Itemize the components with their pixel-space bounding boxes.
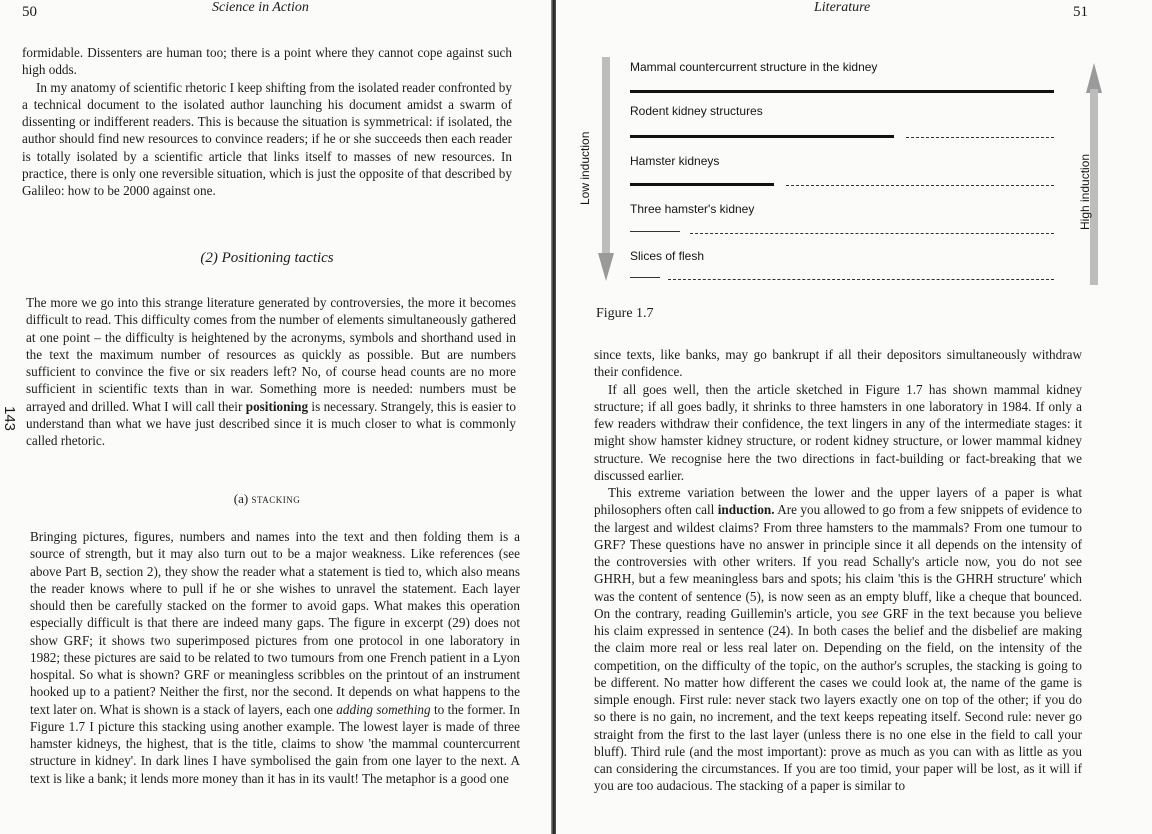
layer-base-line	[630, 231, 680, 232]
subheading-text: stacking	[251, 491, 301, 506]
left-body-positioning	[26, 294, 516, 449]
layer-label: Hamster kidneys	[630, 154, 720, 168]
layer-gap-line	[906, 137, 1054, 138]
left-body-top	[22, 44, 512, 199]
layer-gap-line	[690, 233, 1054, 234]
layer-label: Three hamster's kidney	[630, 202, 755, 216]
text-run: This extreme variation between the lower and the upper layers of a paper is what philosophers often call	[594, 485, 1082, 518]
margin-page-number: 143	[1, 406, 18, 432]
layer-gain-line	[630, 183, 774, 186]
left-page	[0, 0, 552, 834]
left-body-section	[22, 250, 512, 267]
text-run: is necessary. Strangely, this is easier to understand than what we have just described since it is much closer to what is commonly called rhetoric.	[26, 398, 516, 448]
paragraph: If all goes well, then the article sketched in Figure 1.7 has shown mammal kidney structure; if all goes badly, it shrinks to three hamsters in one laboratory in 1984. If only a few readers withdraw their confidence, the text lingers in any of the intermediate stages: it might show hamster kidney structure, or rodent kidney structure, or lower mammal kidney structure. We recognise here the two directions in fact-building or fact-breaking that we discussed earlier.	[594, 381, 1082, 483]
layer-gap-line	[668, 279, 1054, 280]
bold-term: positioning	[245, 398, 309, 414]
paragraph: formidable. Dissenters are human too; there is a point where they cannot cope against such high odds.	[22, 45, 512, 78]
paragraph	[594, 484, 1082, 795]
page-number-right: 51	[1073, 4, 1088, 20]
right-page	[556, 0, 1152, 834]
text-run: Bringing pictures, figures, numbers and names into the text and then folding them is a source of strength, but it may also turn out to be a major weakness. Like references (see above Part B, section 2), they show the reader what a statement is tied to, which also means the reader knows where to pull if he or she wishes to unravel the statement. Each layer should then be carefully stacked on the former to avoid gaps. What makes this operation especially difficult is that there are indeed many gaps. The figure in excerpt (29) does not show GRF; it shows two superimposed pictures from one protocol in one laboratory in 1982; these pictures are said to be related to two tumours from one French patient in a Lyon hospital. So what is shown? GRF or meaningless scribbles on the printout of an instrument hooked up to a patient? Neither the first, nor the second. It depends on what happens to the text later on. What is shown is a stack of layers, each one	[30, 529, 520, 717]
paragraph	[30, 528, 520, 787]
text-run: GRF in the text because you believe his claim expressed in sentence (24). In both cases the belief and the disbelief are making the claim more real or less real later on. Depending on the field, on the intensity of the competition, on the difficulty of the topic, on the author's scruples, the stacking is going to be different. No matter how different the cases we could look at, the name of the game is simple enough. First rule: never stack two layers exactly one on top of the other; if you do so there is no gain, no increment, and the text keeps repeating itself. Second rule: never go straight from the first to the last layer (unless there is no one else in the field to call your bluff). Third rule (and the most important): prove as much as you can with as little as you can considering the circumstances. If you are too timid, your paper will be lost, as it will if you are too audacious. The stacking of a paper is similar to	[594, 605, 1083, 794]
text-run: The more we go into this strange literature generated by controversies, the more it becomes difficult to read. This difficulty comes from the number of elements simultaneously gathered at one point – the difficulty is heightened by the acronyms, symbols and shorthand used in the text the maximum number of resources as quickly as possible. But are numbers sufficient to convince the five or six readers left? No, of course head counts are no more sufficient in scientific texts than in war. Something more is needed: numbers must be arrayed and drilled. What I will call their	[26, 295, 516, 414]
layer-label: Mammal countercurrent structure in the kidney	[630, 60, 878, 74]
section-heading: (2) Positioning tactics	[200, 250, 334, 266]
figure-1-7	[578, 55, 1106, 290]
right-body	[594, 346, 1082, 795]
layer-label: Rodent kidney structures	[630, 104, 763, 118]
text-run: Are you allowed to go from a few snippets of evidence to the largest and wildest claims? From three hamsters to the mammals? From one tumour to GRF? These questions have no answer in principle since it all depends on the intensity of the controversies with other writers. If you read Schally's article now, you do not see GHRH, but a few meaningless bars and spots; his claim 'this is the GHRH structure' which was the content of sentence (5), is now seen as an empty bluff, like a cheque that bounced. On the contrary, reading Guillemin's article, you	[594, 502, 1083, 621]
layer-gain-line	[630, 135, 894, 138]
bold-term: induction.	[717, 502, 775, 518]
running-head-right: Literature	[814, 0, 871, 15]
running-head-left: Science in Action	[212, 0, 309, 15]
subheading-number: (a)	[233, 491, 249, 506]
low-induction-arrow-icon	[598, 57, 614, 283]
layer-base-line	[630, 277, 660, 278]
paragraph: In my anatomy of scientific rhetoric I keep shifting from the isolated reader confronted by a technical document to the isolated author launching his document amidst a swarm of dissenting or indifferent readers. This is because the situation is symmetrical: if isolated, the author should find new resources to convince readers; if he or she succeeds then each reader is totally isolated by a scientific article that links itself to masses of new resources. In practice, there is only one reversible situation, which is just the opposite of that described by Galileo: how to be 2000 against one.	[22, 79, 512, 198]
italic-term: see	[861, 605, 879, 621]
text-run: to the former. In Figure 1.7 I picture this stacking using another example. The lowest layer is made of three hamster kidneys, the highest, that is the title, claims to show 'the mammal countercurrent structure in kidney'. In dark lines I have symbolised the gain from one layer to the next. A text is like a bank; it lends more money than it has in its vault! The metaphor is a good one	[30, 701, 521, 786]
layer-label: Slices of flesh	[630, 249, 705, 263]
left-subheading	[22, 490, 512, 507]
low-induction-label: Low induction	[578, 131, 592, 205]
paragraph	[26, 294, 516, 449]
layer-gap-line	[786, 185, 1054, 186]
figure-caption: Figure 1.7	[596, 306, 654, 321]
high-induction-label: High induction	[1078, 153, 1092, 230]
left-body-stacking	[30, 528, 520, 787]
paragraph: since texts, like banks, may go bankrupt if all their depositors simultaneously withdraw their confidence.	[594, 347, 1082, 380]
italic-term: adding something	[336, 701, 431, 717]
subheading	[22, 490, 512, 507]
page-number-left: 50	[22, 4, 37, 20]
layer-gain-line	[630, 90, 1054, 93]
